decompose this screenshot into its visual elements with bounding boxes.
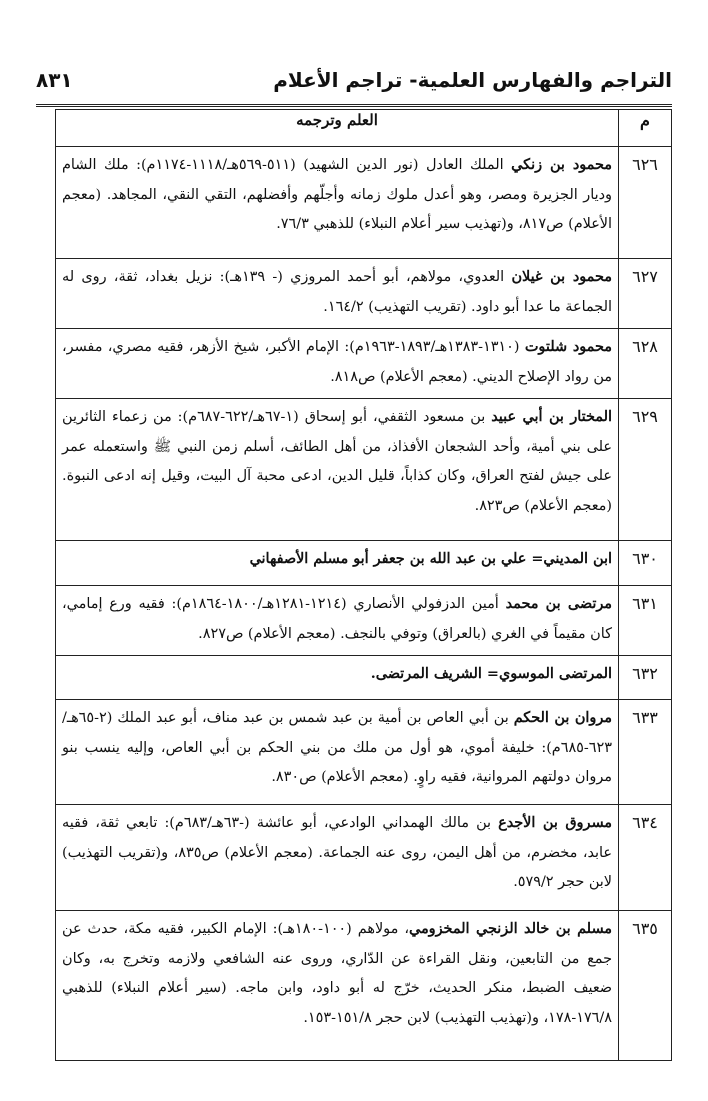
entry-cross-reference: ابن المديني= علي بن عبد الله بن جعفر أبو مسلم الأصفهاني [249, 550, 612, 567]
table-header-row [56, 110, 672, 147]
entry-text [56, 700, 619, 805]
entry-body: بن أبي العاص بن أمية بن عبد شمس بن عبد مناف، أبو عبد الملك (٢-٦٥هـ/٦٢٣-٦٨٥م): خليفة أموي، هو أول من ملك من بني الحكم بن أبي العاص، وإليه ينسب بنو مروان دولتهم المروانية، فقيه راوٍ. (معجم الأعلام) ص٨٣٠. [62, 710, 612, 785]
entry-name: محمود بن زنكي [511, 156, 612, 173]
table-row [56, 656, 672, 700]
table-row [56, 700, 672, 805]
entry-body: العدوي، مولاهم، أبو أحمد المروزي (- ١٣٩هـ): نزيل بغداد، ثقة، روى له الجماعة ما عدا أبو داود. (تقريب التهذيب) ١٦٤/٢. [62, 269, 612, 315]
entry-name: محمود بن غيلان [511, 268, 612, 285]
biographies-table [55, 109, 672, 1061]
entry-body: (١٣١٠-١٣٨٣هـ/١٨٩٣-١٩٦٣م): الإمام الأكبر، شيخ الأزهر، فقيه مصري، مفسر، من رواد الإصلاح الديني. (معجم الأعلام) ص٨١٨. [62, 339, 612, 385]
entry-name: محمود شلتوت [524, 338, 612, 355]
entry-body: بن مسعود الثقفي، أبو إسحاق (١-٦٧هـ/٦٢٢-٦٨٧م): من زعماء الثائرين على بني أمية، وأحد الشجعان الأفذاذ، من أهل الطائف، أسلم زمن النبي ﷺ واستعمله عمر على جيش لفتح العراق، وكان كذاباً، قليل الدين، ادعى محبة آل البيت، وقيل إنه ادعى النبوة. (معجم الأعلام) ص٨٢٣. [62, 409, 612, 514]
table-row [56, 147, 672, 259]
entry-text [56, 656, 619, 700]
entry-number: ٦٢٦ [619, 147, 672, 259]
entry-text [56, 329, 619, 399]
entry-body: الملك العادل (نور الدين الشهيد) (٥١١-٥٦٩هـ/١١١٨-١١٧٤م): ملك الشام وديار الجزيرة ومصر، وهو أعدل ملوك زمانه وأجلّهم وأفضلهم، التقي النقي، المجاهد. (معجم الأعلام) ص٨١٧، و(تهذيب سير أعلام النبلاء) للذهبي ٧٦/٣. [62, 157, 612, 232]
entry-number: ٦٢٧ [619, 259, 672, 329]
table-row [56, 911, 672, 1061]
page-header [36, 62, 672, 107]
entry-text [56, 586, 619, 656]
entry-name: مسلم بن خالد الزنجي المخزومي [408, 920, 612, 937]
entry-text [56, 911, 619, 1061]
entry-text [56, 805, 619, 911]
running-title: التراجم والفهارس العلمية- تراجم الأعلام [273, 68, 672, 92]
column-header-number: م [619, 110, 672, 147]
entry-body: بن مالك الهمداني الوادعي، أبو عائشة (-٦٣هـ/٦٨٣م): تابعي ثقة، فقيه عابد، مخضرم، من أهل اليمن، روى عنه الجماعة. (معجم الأعلام) ص٨٣٥، و(تقريب التهذيب) لابن حجر ٥٧٩/٢. [62, 815, 612, 890]
entry-number: ٦٢٩ [619, 399, 672, 541]
table-row [56, 586, 672, 656]
entry-number: ٦٣٢ [619, 656, 672, 700]
entry-name: المختار بن أبي عبيد [491, 408, 613, 425]
table-row [56, 329, 672, 399]
entry-name: مسروق بن الأجدع [498, 814, 612, 831]
entry-number: ٦٣٤ [619, 805, 672, 911]
entry-name: مروان بن الحكم [513, 709, 612, 726]
entry-body: ، مولاهم (١٠٠-١٨٠هـ): الإمام الكبير، فقيه مكة، حدث عن جمع من التابعين، ونقل القراءة عن الدّاري، وروى عنه الشافعي ولازمه وتخرج به، وكان ضعيف الضبط، منكر الحديث، خرّج له أبو داود، وابن ماجه. (سير أعلام النبلاء) للذهبي ١٧٦/٨-١٧٨، و(تهذيب التهذيب) لابن حجر ١٥١/٨-١٥٣. [62, 921, 612, 1026]
entry-text [56, 541, 619, 586]
entry-number: ٦٣٥ [619, 911, 672, 1061]
entry-text [56, 147, 619, 259]
entry-text [56, 399, 619, 541]
entry-body: أمين الدزفولي الأنصاري (١٢١٤-١٢٨١هـ/١٨٠٠-١٨٦٤م): فقيه ورع إمامي، كان مقيماً في الغري (بالعراق) وتوفي بالنجف. (معجم الأعلام) ص٨٢٧. [62, 596, 612, 642]
entry-number: ٦٣١ [619, 586, 672, 656]
entry-number: ٦٣٣ [619, 700, 672, 805]
table-row [56, 541, 672, 586]
entry-number: ٦٢٨ [619, 329, 672, 399]
column-header-name: العلم وترجمه [56, 110, 619, 147]
table-row [56, 399, 672, 541]
entry-number: ٦٣٠ [619, 541, 672, 586]
entry-cross-reference: المرتضى الموسوي= الشريف المرتضى. [370, 665, 612, 682]
page-number: ٨٣١ [36, 68, 73, 92]
table-row [56, 259, 672, 329]
entry-name: مرتضى بن محمد [505, 595, 612, 612]
table-row [56, 805, 672, 911]
entry-text [56, 259, 619, 329]
